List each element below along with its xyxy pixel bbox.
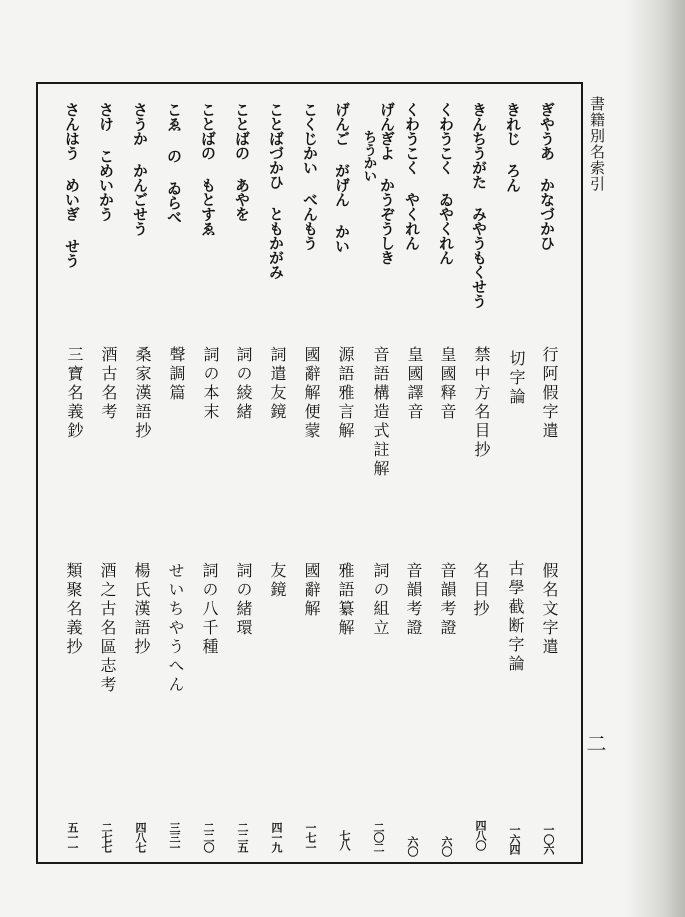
entry-alias: 古學截断字論 <box>506 560 525 674</box>
entry-reading: こくじかい べんもう <box>301 102 319 250</box>
entry-page: 三三一 <box>168 822 181 852</box>
entry-page: 四一九 <box>270 822 283 852</box>
entry-alias: 國辭解 <box>302 562 321 619</box>
entry-title: 詞遣友鏡 <box>268 346 287 422</box>
entry-alias: 楊氏漢語抄 <box>132 562 151 657</box>
entry-reading: きれじ ろん <box>504 102 522 192</box>
entry-alias: 詞の緒環 <box>234 562 253 638</box>
entry-reading: げんご がげん かい <box>333 102 351 253</box>
entry-reading: さうか かんごせう <box>131 102 149 236</box>
entry-title: 禁中方名目抄 <box>472 346 491 460</box>
entry-title: 三寶名義鈔 <box>65 346 84 441</box>
entry-reading: ことばづかひ ともかがみ <box>267 102 285 279</box>
entry-title: 音語構造式註解 <box>371 346 390 479</box>
entry-reading: さけ こめいかう <box>97 102 115 221</box>
entry-title: 源語雅言解 <box>336 346 355 441</box>
entry-alias: 類聚名義抄 <box>64 562 83 657</box>
entry-title: 桑家漢語抄 <box>133 346 152 441</box>
entry-alias: 酒之古名區志考 <box>98 562 117 695</box>
entry-reading: きんちうがた みやうもくせう <box>470 102 488 308</box>
entry-reading: こゑ の ゐらべ <box>165 102 183 224</box>
entry-alias: 詞の組立 <box>371 562 390 638</box>
entry-page: 二〇二 <box>372 822 385 852</box>
entry-title: 國辭解便蒙 <box>302 346 321 441</box>
entry-title: 行阿假字遣 <box>540 346 559 441</box>
entry-page: 六〇 <box>440 836 453 856</box>
entry-reading: げんぎよ かうぞうしき <box>378 102 396 265</box>
entry-alias: 名目抄 <box>471 562 490 619</box>
entry-page: 一〇六 <box>542 824 555 854</box>
entry-alias: 音韻考證 <box>438 562 457 638</box>
entry-alias: 詞の八千種 <box>200 562 219 657</box>
entry-reading: さんはう めいぎ せう <box>63 102 81 268</box>
entry-page: 一七一 <box>304 822 317 852</box>
entry-page: 一六四 <box>508 824 521 854</box>
entry-page: 四八〇 <box>474 820 487 850</box>
entry-title: 聲調篇 <box>167 346 186 403</box>
entry-page: 七八 <box>338 830 351 850</box>
entry-title: 切字論 <box>507 350 526 407</box>
entry-reading-continued: ちうかい <box>360 130 377 182</box>
entry-page: 五一一 <box>66 822 79 852</box>
entry-reading: ことばの あやを <box>233 102 251 221</box>
entry-alias: 假名文字遣 <box>540 562 559 657</box>
folio-number: 二 <box>583 733 607 753</box>
entry-page: 二二〇 <box>202 822 215 852</box>
entry-title: 詞の綾緒 <box>234 346 253 422</box>
entry-page: 六〇 <box>406 836 419 856</box>
entry-reading: くわうこく やくれん <box>403 102 421 250</box>
page-edge-shadow <box>625 0 685 917</box>
entry-alias: せいちやうへん <box>166 562 185 695</box>
entry-alias: 雅語纂解 <box>336 562 355 638</box>
entry-title: 酒古名考 <box>99 346 118 422</box>
entry-reading: ぎやうあ かなづかひ <box>538 102 556 250</box>
entry-alias: 音韻考證 <box>404 562 423 638</box>
entry-title: 皇國譯音 <box>405 346 424 422</box>
entry-reading: ことばの もとすゑ <box>199 102 217 236</box>
index-frame <box>36 82 583 864</box>
entry-reading: くわうこく ゐやくれん <box>437 102 455 265</box>
entry-title: 詞の本末 <box>201 346 220 422</box>
entry-page: 二七七 <box>100 822 113 852</box>
page-header: 書籍別名索引 <box>588 96 606 192</box>
entry-page: 二二五 <box>236 822 249 852</box>
entry-alias: 友鏡 <box>268 562 287 600</box>
entry-title: 皇國释音 <box>438 346 457 422</box>
entry-page: 四八七 <box>134 822 147 852</box>
